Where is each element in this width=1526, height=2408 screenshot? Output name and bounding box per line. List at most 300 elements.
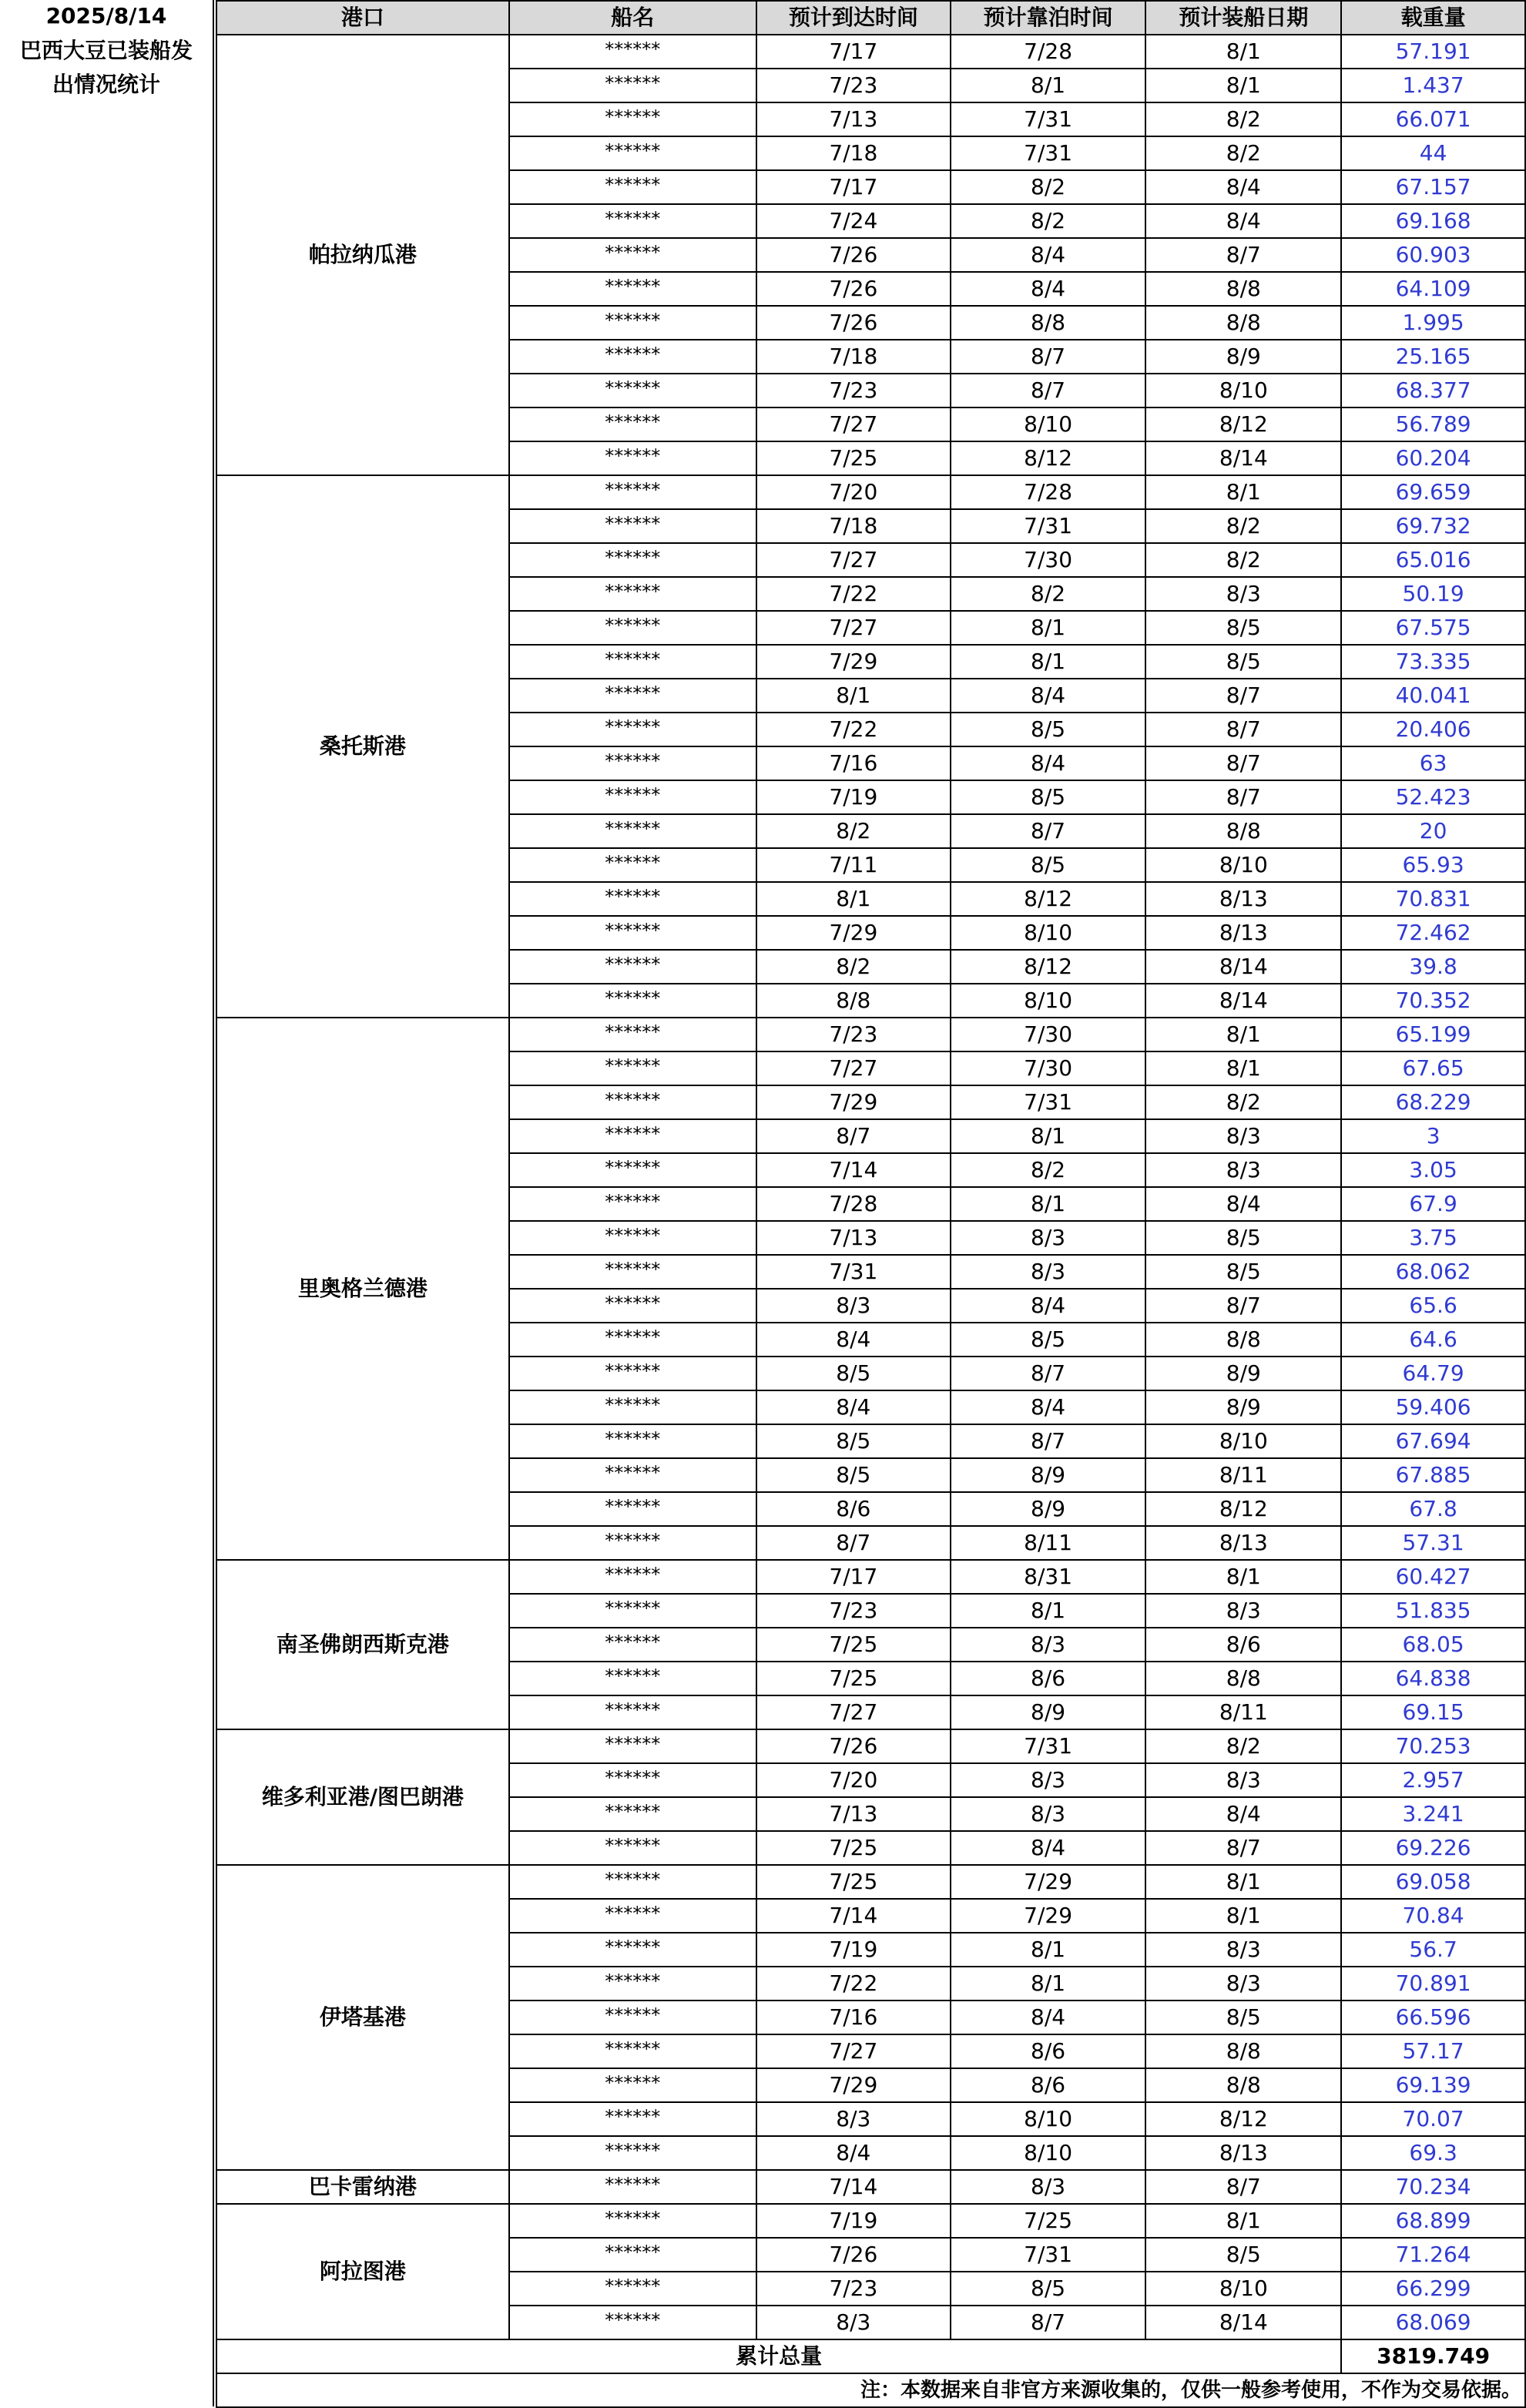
berth-time-cell: 8/6: [951, 1662, 1146, 1695]
berth-time-cell: 8/9: [951, 1492, 1146, 1526]
eta-cell: 8/4: [756, 1390, 951, 1424]
eta-cell: 7/24: [756, 204, 951, 238]
weight-cell: 60.204: [1341, 441, 1525, 475]
weight-cell: 70.891: [1341, 1967, 1525, 2001]
load-date-cell: 8/12: [1145, 2102, 1341, 2136]
load-date-cell: 8/9: [1145, 1390, 1341, 1424]
berth-time-cell: 8/1: [951, 1119, 1146, 1153]
weight-cell: 57.31: [1341, 1526, 1525, 1560]
load-date-cell: 8/7: [1145, 1831, 1341, 1865]
header-ship-name: 船名: [509, 1, 756, 35]
load-date-cell: 8/3: [1145, 1763, 1341, 1797]
eta-cell: 8/7: [756, 1526, 951, 1560]
load-date-cell: 8/14: [1145, 984, 1341, 1018]
berth-time-cell: 7/31: [951, 136, 1146, 170]
weight-cell: 50.19: [1341, 577, 1525, 611]
berth-time-cell: 8/1: [951, 1187, 1146, 1221]
weight-cell: 67.694: [1341, 1424, 1525, 1458]
shipment-table: [216, 0, 1526, 2408]
eta-cell: 8/4: [756, 1323, 951, 1357]
ship-name-cell: ******: [509, 407, 756, 441]
load-date-cell: 8/8: [1145, 272, 1341, 306]
report-title-line-2: 出情况统计: [52, 72, 160, 97]
weight-cell: 68.377: [1341, 374, 1525, 407]
eta-cell: 8/4: [756, 2136, 951, 2170]
load-date-cell: 8/13: [1145, 882, 1341, 916]
berth-time-cell: 8/4: [951, 679, 1146, 713]
berth-time-cell: 8/7: [951, 1357, 1146, 1390]
weight-cell: 57.191: [1341, 35, 1525, 69]
load-date-cell: 8/11: [1145, 1458, 1341, 1492]
weight-cell: 56.7: [1341, 1933, 1525, 1967]
berth-time-cell: 8/5: [951, 848, 1146, 882]
weight-cell: 65.93: [1341, 848, 1525, 882]
load-date-cell: 8/9: [1145, 1357, 1341, 1390]
berth-time-cell: 8/10: [951, 916, 1146, 950]
table-row: [216, 1560, 1525, 1594]
weight-cell: 67.575: [1341, 611, 1525, 645]
ship-name-cell: ******: [509, 2034, 756, 2068]
weight-cell: 68.069: [1341, 2306, 1525, 2339]
load-date-cell: 8/2: [1145, 543, 1341, 577]
weight-cell: 70.831: [1341, 882, 1525, 916]
load-date-cell: 8/3: [1145, 1594, 1341, 1628]
berth-time-cell: 8/10: [951, 984, 1146, 1018]
ship-name-cell: ******: [509, 1458, 756, 1492]
load-date-cell: 8/8: [1145, 814, 1341, 848]
eta-cell: 7/29: [756, 1085, 951, 1119]
weight-cell: 56.789: [1341, 407, 1525, 441]
berth-time-cell: 8/5: [951, 713, 1146, 746]
weight-cell: 69.226: [1341, 1831, 1525, 1865]
berth-time-cell: 8/7: [951, 340, 1146, 374]
eta-cell: 7/16: [756, 2001, 951, 2034]
eta-cell: 7/23: [756, 2272, 951, 2306]
eta-cell: 7/27: [756, 611, 951, 645]
ship-name-cell: ******: [509, 577, 756, 611]
berth-time-cell: 8/5: [951, 2272, 1146, 2306]
load-date-cell: 8/5: [1145, 611, 1341, 645]
eta-cell: 7/23: [756, 1018, 951, 1051]
berth-time-cell: 8/12: [951, 882, 1146, 916]
load-date-cell: 8/8: [1145, 2068, 1341, 2102]
ship-name-cell: ******: [509, 645, 756, 679]
weight-cell: 65.199: [1341, 1018, 1525, 1051]
berth-time-cell: 7/30: [951, 543, 1146, 577]
eta-cell: 8/5: [756, 1458, 951, 1492]
ship-name-cell: ******: [509, 1865, 756, 1899]
weight-cell: 69.15: [1341, 1695, 1525, 1729]
ship-name-cell: ******: [509, 611, 756, 645]
header-load-date: 预计装船日期: [1145, 1, 1341, 35]
load-date-cell: 8/5: [1145, 645, 1341, 679]
eta-cell: 7/14: [756, 2170, 951, 2204]
ship-name-cell: ******: [509, 2238, 756, 2272]
weight-cell: 69.732: [1341, 509, 1525, 543]
ship-name-cell: ******: [509, 102, 756, 136]
ship-name-cell: ******: [509, 1695, 756, 1729]
ship-name-cell: ******: [509, 1662, 756, 1695]
total-row: [216, 2339, 1525, 2373]
eta-cell: 7/13: [756, 1221, 951, 1255]
load-date-cell: 8/5: [1145, 1221, 1341, 1255]
berth-time-cell: 8/31: [951, 1560, 1146, 1594]
ship-name-cell: ******: [509, 69, 756, 102]
load-date-cell: 8/10: [1145, 1424, 1341, 1458]
ship-name-cell: ******: [509, 1729, 756, 1763]
load-date-cell: 8/9: [1145, 340, 1341, 374]
table-row: [216, 475, 1525, 509]
port-name: 里奥格兰德港: [216, 1018, 509, 1560]
total-value: 3819.749: [1341, 2339, 1525, 2373]
load-date-cell: 8/1: [1145, 1560, 1341, 1594]
weight-cell: 57.17: [1341, 2034, 1525, 2068]
load-date-cell: 8/3: [1145, 1967, 1341, 2001]
weight-cell: 2.957: [1341, 1763, 1525, 1797]
berth-time-cell: 8/7: [951, 2306, 1146, 2339]
berth-time-cell: 8/2: [951, 577, 1146, 611]
eta-cell: 7/29: [756, 645, 951, 679]
weight-cell: 65.6: [1341, 1289, 1525, 1323]
eta-cell: 7/29: [756, 916, 951, 950]
port-name: 南圣佛朗西斯克港: [216, 1560, 509, 1729]
berth-time-cell: 8/4: [951, 238, 1146, 272]
weight-cell: 69.139: [1341, 2068, 1525, 2102]
load-date-cell: 8/10: [1145, 848, 1341, 882]
load-date-cell: 8/5: [1145, 2238, 1341, 2272]
berth-time-cell: 8/6: [951, 2068, 1146, 2102]
load-date-cell: 8/14: [1145, 2306, 1341, 2339]
eta-cell: 8/1: [756, 882, 951, 916]
ship-name-cell: ******: [509, 1357, 756, 1390]
ship-name-cell: ******: [509, 1221, 756, 1255]
eta-cell: 7/25: [756, 1628, 951, 1662]
weight-cell: 70.352: [1341, 984, 1525, 1018]
weight-cell: 3.05: [1341, 1153, 1525, 1187]
load-date-cell: 8/3: [1145, 577, 1341, 611]
load-date-cell: 8/3: [1145, 1933, 1341, 1967]
berth-time-cell: 7/31: [951, 509, 1146, 543]
load-date-cell: 8/8: [1145, 1323, 1341, 1357]
ship-name-cell: ******: [509, 1323, 756, 1357]
weight-cell: 70.253: [1341, 1729, 1525, 1763]
weight-cell: 1.995: [1341, 306, 1525, 340]
weight-cell: 73.335: [1341, 645, 1525, 679]
ship-name-cell: ******: [509, 1119, 756, 1153]
berth-time-cell: 8/4: [951, 272, 1146, 306]
port-name: 维多利亚港/图巴朗港: [216, 1729, 509, 1865]
weight-cell: 64.109: [1341, 272, 1525, 306]
ship-name-cell: ******: [509, 2136, 756, 2170]
total-label: 累计总量: [216, 2339, 1341, 2373]
weight-cell: 63: [1341, 746, 1525, 780]
eta-cell: 7/27: [756, 2034, 951, 2068]
load-date-cell: 8/12: [1145, 407, 1341, 441]
eta-cell: 7/27: [756, 543, 951, 577]
weight-cell: 60.903: [1341, 238, 1525, 272]
weight-cell: 67.157: [1341, 170, 1525, 204]
ship-name-cell: ******: [509, 2102, 756, 2136]
weight-cell: 69.3: [1341, 2136, 1525, 2170]
eta-cell: 7/14: [756, 1899, 951, 1933]
weight-cell: 69.659: [1341, 475, 1525, 509]
berth-time-cell: 8/3: [951, 1221, 1146, 1255]
load-date-cell: 8/14: [1145, 950, 1341, 984]
eta-cell: 7/23: [756, 69, 951, 102]
eta-cell: 7/22: [756, 577, 951, 611]
ship-name-cell: ******: [509, 2068, 756, 2102]
ship-name-cell: ******: [509, 1594, 756, 1628]
ship-name-cell: ******: [509, 374, 756, 407]
ship-name-cell: ******: [509, 780, 756, 814]
ship-name-cell: ******: [509, 916, 756, 950]
weight-cell: 71.264: [1341, 2238, 1525, 2272]
eta-cell: 7/20: [756, 475, 951, 509]
load-date-cell: 8/2: [1145, 1729, 1341, 1763]
eta-cell: 8/2: [756, 814, 951, 848]
shipment-rows: [216, 35, 1525, 2339]
weight-cell: 66.596: [1341, 2001, 1525, 2034]
berth-time-cell: 8/11: [951, 1526, 1146, 1560]
eta-cell: 8/5: [756, 1424, 951, 1458]
eta-cell: 7/19: [756, 2204, 951, 2238]
load-date-cell: 8/7: [1145, 713, 1341, 746]
ship-name-cell: ******: [509, 204, 756, 238]
port-name: 桑托斯港: [216, 475, 509, 1018]
ship-name-cell: ******: [509, 1187, 756, 1221]
ship-name-cell: ******: [509, 1763, 756, 1797]
load-date-cell: 8/6: [1145, 1628, 1341, 1662]
ship-name-cell: ******: [509, 746, 756, 780]
berth-time-cell: 8/8: [951, 306, 1146, 340]
eta-cell: 7/27: [756, 1051, 951, 1085]
header-berth-time: 预计靠泊时间: [951, 1, 1146, 35]
load-date-cell: 8/13: [1145, 1526, 1341, 1560]
eta-cell: 7/26: [756, 1729, 951, 1763]
weight-cell: 64.838: [1341, 1662, 1525, 1695]
weight-cell: 68.05: [1341, 1628, 1525, 1662]
weight-cell: 40.041: [1341, 679, 1525, 713]
load-date-cell: 8/1: [1145, 69, 1341, 102]
load-date-cell: 8/2: [1145, 136, 1341, 170]
ship-name-cell: ******: [509, 1899, 756, 1933]
ship-name-cell: ******: [509, 1967, 756, 2001]
berth-time-cell: 8/9: [951, 1695, 1146, 1729]
header-weight: 载重量: [1341, 1, 1525, 35]
berth-time-cell: 8/3: [951, 1628, 1146, 1662]
berth-time-cell: 8/4: [951, 1390, 1146, 1424]
berth-time-cell: 8/4: [951, 1831, 1146, 1865]
eta-cell: 7/25: [756, 441, 951, 475]
ship-name-cell: ******: [509, 848, 756, 882]
eta-cell: 7/17: [756, 35, 951, 69]
ship-name-cell: ******: [509, 170, 756, 204]
berth-time-cell: 7/30: [951, 1018, 1146, 1051]
weight-cell: 1.437: [1341, 69, 1525, 102]
weight-cell: 68.229: [1341, 1085, 1525, 1119]
load-date-cell: 8/4: [1145, 1187, 1341, 1221]
ship-name-cell: ******: [509, 814, 756, 848]
weight-cell: 68.062: [1341, 1255, 1525, 1289]
weight-cell: 3: [1341, 1119, 1525, 1153]
ship-name-cell: ******: [509, 1492, 756, 1526]
berth-time-cell: 8/6: [951, 2034, 1146, 2068]
eta-cell: 7/22: [756, 713, 951, 746]
weight-cell: 69.168: [1341, 204, 1525, 238]
berth-time-cell: 7/31: [951, 2238, 1146, 2272]
load-date-cell: 8/4: [1145, 204, 1341, 238]
ship-name-cell: ******: [509, 1018, 756, 1051]
eta-cell: 8/3: [756, 2102, 951, 2136]
title-panel: [0, 0, 214, 2406]
load-date-cell: 8/7: [1145, 679, 1341, 713]
port-name: 巴卡雷纳港: [216, 2170, 509, 2204]
load-date-cell: 8/3: [1145, 1119, 1341, 1153]
table-row: [216, 1729, 1525, 1763]
disclaimer-note: 注：本数据来自非官方来源收集的，仅供一般参考使用，不作为交易依据。: [216, 2373, 1525, 2407]
load-date-cell: 8/4: [1145, 1797, 1341, 1831]
ship-name-cell: ******: [509, 1153, 756, 1187]
berth-time-cell: 8/5: [951, 780, 1146, 814]
eta-cell: 7/22: [756, 1967, 951, 2001]
ship-name-cell: ******: [509, 2204, 756, 2238]
berth-time-cell: 8/10: [951, 2102, 1146, 2136]
load-date-cell: 8/10: [1145, 374, 1341, 407]
berth-time-cell: 7/31: [951, 1085, 1146, 1119]
berth-time-cell: 8/4: [951, 1289, 1146, 1323]
ship-name-cell: ******: [509, 136, 756, 170]
load-date-cell: 8/1: [1145, 2204, 1341, 2238]
port-name: 阿拉图港: [216, 2204, 509, 2339]
load-date-cell: 8/4: [1145, 170, 1341, 204]
ship-name-cell: ******: [509, 2001, 756, 2034]
load-date-cell: 8/1: [1145, 35, 1341, 69]
berth-time-cell: 8/10: [951, 407, 1146, 441]
berth-time-cell: 8/5: [951, 1323, 1146, 1357]
eta-cell: 8/3: [756, 1289, 951, 1323]
table-row: [216, 2204, 1525, 2238]
weight-cell: 67.9: [1341, 1187, 1525, 1221]
load-date-cell: 8/1: [1145, 1865, 1341, 1899]
eta-cell: 7/26: [756, 306, 951, 340]
weight-cell: 67.65: [1341, 1051, 1525, 1085]
ship-name-cell: ******: [509, 2306, 756, 2339]
load-date-cell: 8/13: [1145, 2136, 1341, 2170]
eta-cell: 7/13: [756, 102, 951, 136]
load-date-cell: 8/10: [1145, 2272, 1341, 2306]
eta-cell: 7/23: [756, 374, 951, 407]
eta-cell: 7/27: [756, 1695, 951, 1729]
eta-cell: 7/28: [756, 1187, 951, 1221]
eta-cell: 7/26: [756, 2238, 951, 2272]
weight-cell: 65.016: [1341, 543, 1525, 577]
weight-cell: 3.241: [1341, 1797, 1525, 1831]
load-date-cell: 8/7: [1145, 780, 1341, 814]
ship-name-cell: ******: [509, 441, 756, 475]
berth-time-cell: 8/4: [951, 746, 1146, 780]
load-date-cell: 8/7: [1145, 238, 1341, 272]
berth-time-cell: 8/4: [951, 2001, 1146, 2034]
load-date-cell: 8/3: [1145, 1153, 1341, 1187]
ship-name-cell: ******: [509, 543, 756, 577]
load-date-cell: 8/7: [1145, 2170, 1341, 2204]
load-date-cell: 8/1: [1145, 475, 1341, 509]
eta-cell: 7/26: [756, 238, 951, 272]
load-date-cell: 8/5: [1145, 2001, 1341, 2034]
berth-time-cell: 7/28: [951, 35, 1146, 69]
ship-name-cell: ******: [509, 272, 756, 306]
weight-cell: 20: [1341, 814, 1525, 848]
weight-cell: 59.406: [1341, 1390, 1525, 1424]
header-row: [216, 1, 1525, 35]
eta-cell: 7/17: [756, 1560, 951, 1594]
table-row: [216, 1018, 1525, 1051]
berth-time-cell: 8/2: [951, 1153, 1146, 1187]
table-row: [216, 1865, 1525, 1899]
eta-cell: 7/31: [756, 1255, 951, 1289]
eta-cell: 7/29: [756, 2068, 951, 2102]
ship-name-cell: ******: [509, 475, 756, 509]
ship-name-cell: ******: [509, 1255, 756, 1289]
berth-time-cell: 8/7: [951, 1424, 1146, 1458]
weight-cell: 70.234: [1341, 2170, 1525, 2204]
weight-cell: 68.899: [1341, 2204, 1525, 2238]
weight-cell: 67.8: [1341, 1492, 1525, 1526]
weight-cell: 70.84: [1341, 1899, 1525, 1933]
table-row: [216, 35, 1525, 69]
weight-cell: 39.8: [1341, 950, 1525, 984]
ship-name-cell: ******: [509, 882, 756, 916]
load-date-cell: 8/7: [1145, 746, 1341, 780]
eta-cell: 7/26: [756, 272, 951, 306]
ship-name-cell: ******: [509, 1526, 756, 1560]
ship-name-cell: ******: [509, 2272, 756, 2306]
header-eta: 预计到达时间: [756, 1, 951, 35]
ship-name-cell: ******: [509, 1390, 756, 1424]
load-date-cell: 8/7: [1145, 1289, 1341, 1323]
note-row: [216, 2373, 1525, 2407]
berth-time-cell: 8/1: [951, 611, 1146, 645]
ship-name-cell: ******: [509, 1628, 756, 1662]
eta-cell: 8/8: [756, 984, 951, 1018]
eta-cell: 7/13: [756, 1797, 951, 1831]
weight-cell: 70.07: [1341, 2102, 1525, 2136]
load-date-cell: 8/8: [1145, 2034, 1341, 2068]
eta-cell: 7/14: [756, 1153, 951, 1187]
berth-time-cell: 8/1: [951, 1594, 1146, 1628]
ship-name-cell: ******: [509, 1051, 756, 1085]
eta-cell: 8/7: [756, 1119, 951, 1153]
ship-name-cell: ******: [509, 306, 756, 340]
berth-time-cell: 7/30: [951, 1051, 1146, 1085]
eta-cell: 7/25: [756, 1662, 951, 1695]
eta-cell: 7/25: [756, 1831, 951, 1865]
weight-cell: 64.79: [1341, 1357, 1525, 1390]
berth-time-cell: 8/1: [951, 69, 1146, 102]
ship-name-cell: ******: [509, 1289, 756, 1323]
eta-cell: 7/11: [756, 848, 951, 882]
load-date-cell: 8/14: [1145, 441, 1341, 475]
eta-cell: 8/3: [756, 2306, 951, 2339]
berth-time-cell: 8/10: [951, 2136, 1146, 2170]
berth-time-cell: 8/3: [951, 1255, 1146, 1289]
ship-name-cell: ******: [509, 2170, 756, 2204]
berth-time-cell: 7/31: [951, 102, 1146, 136]
load-date-cell: 8/5: [1145, 1255, 1341, 1289]
berth-time-cell: 8/2: [951, 170, 1146, 204]
load-date-cell: 8/1: [1145, 1899, 1341, 1933]
eta-cell: 7/27: [756, 407, 951, 441]
